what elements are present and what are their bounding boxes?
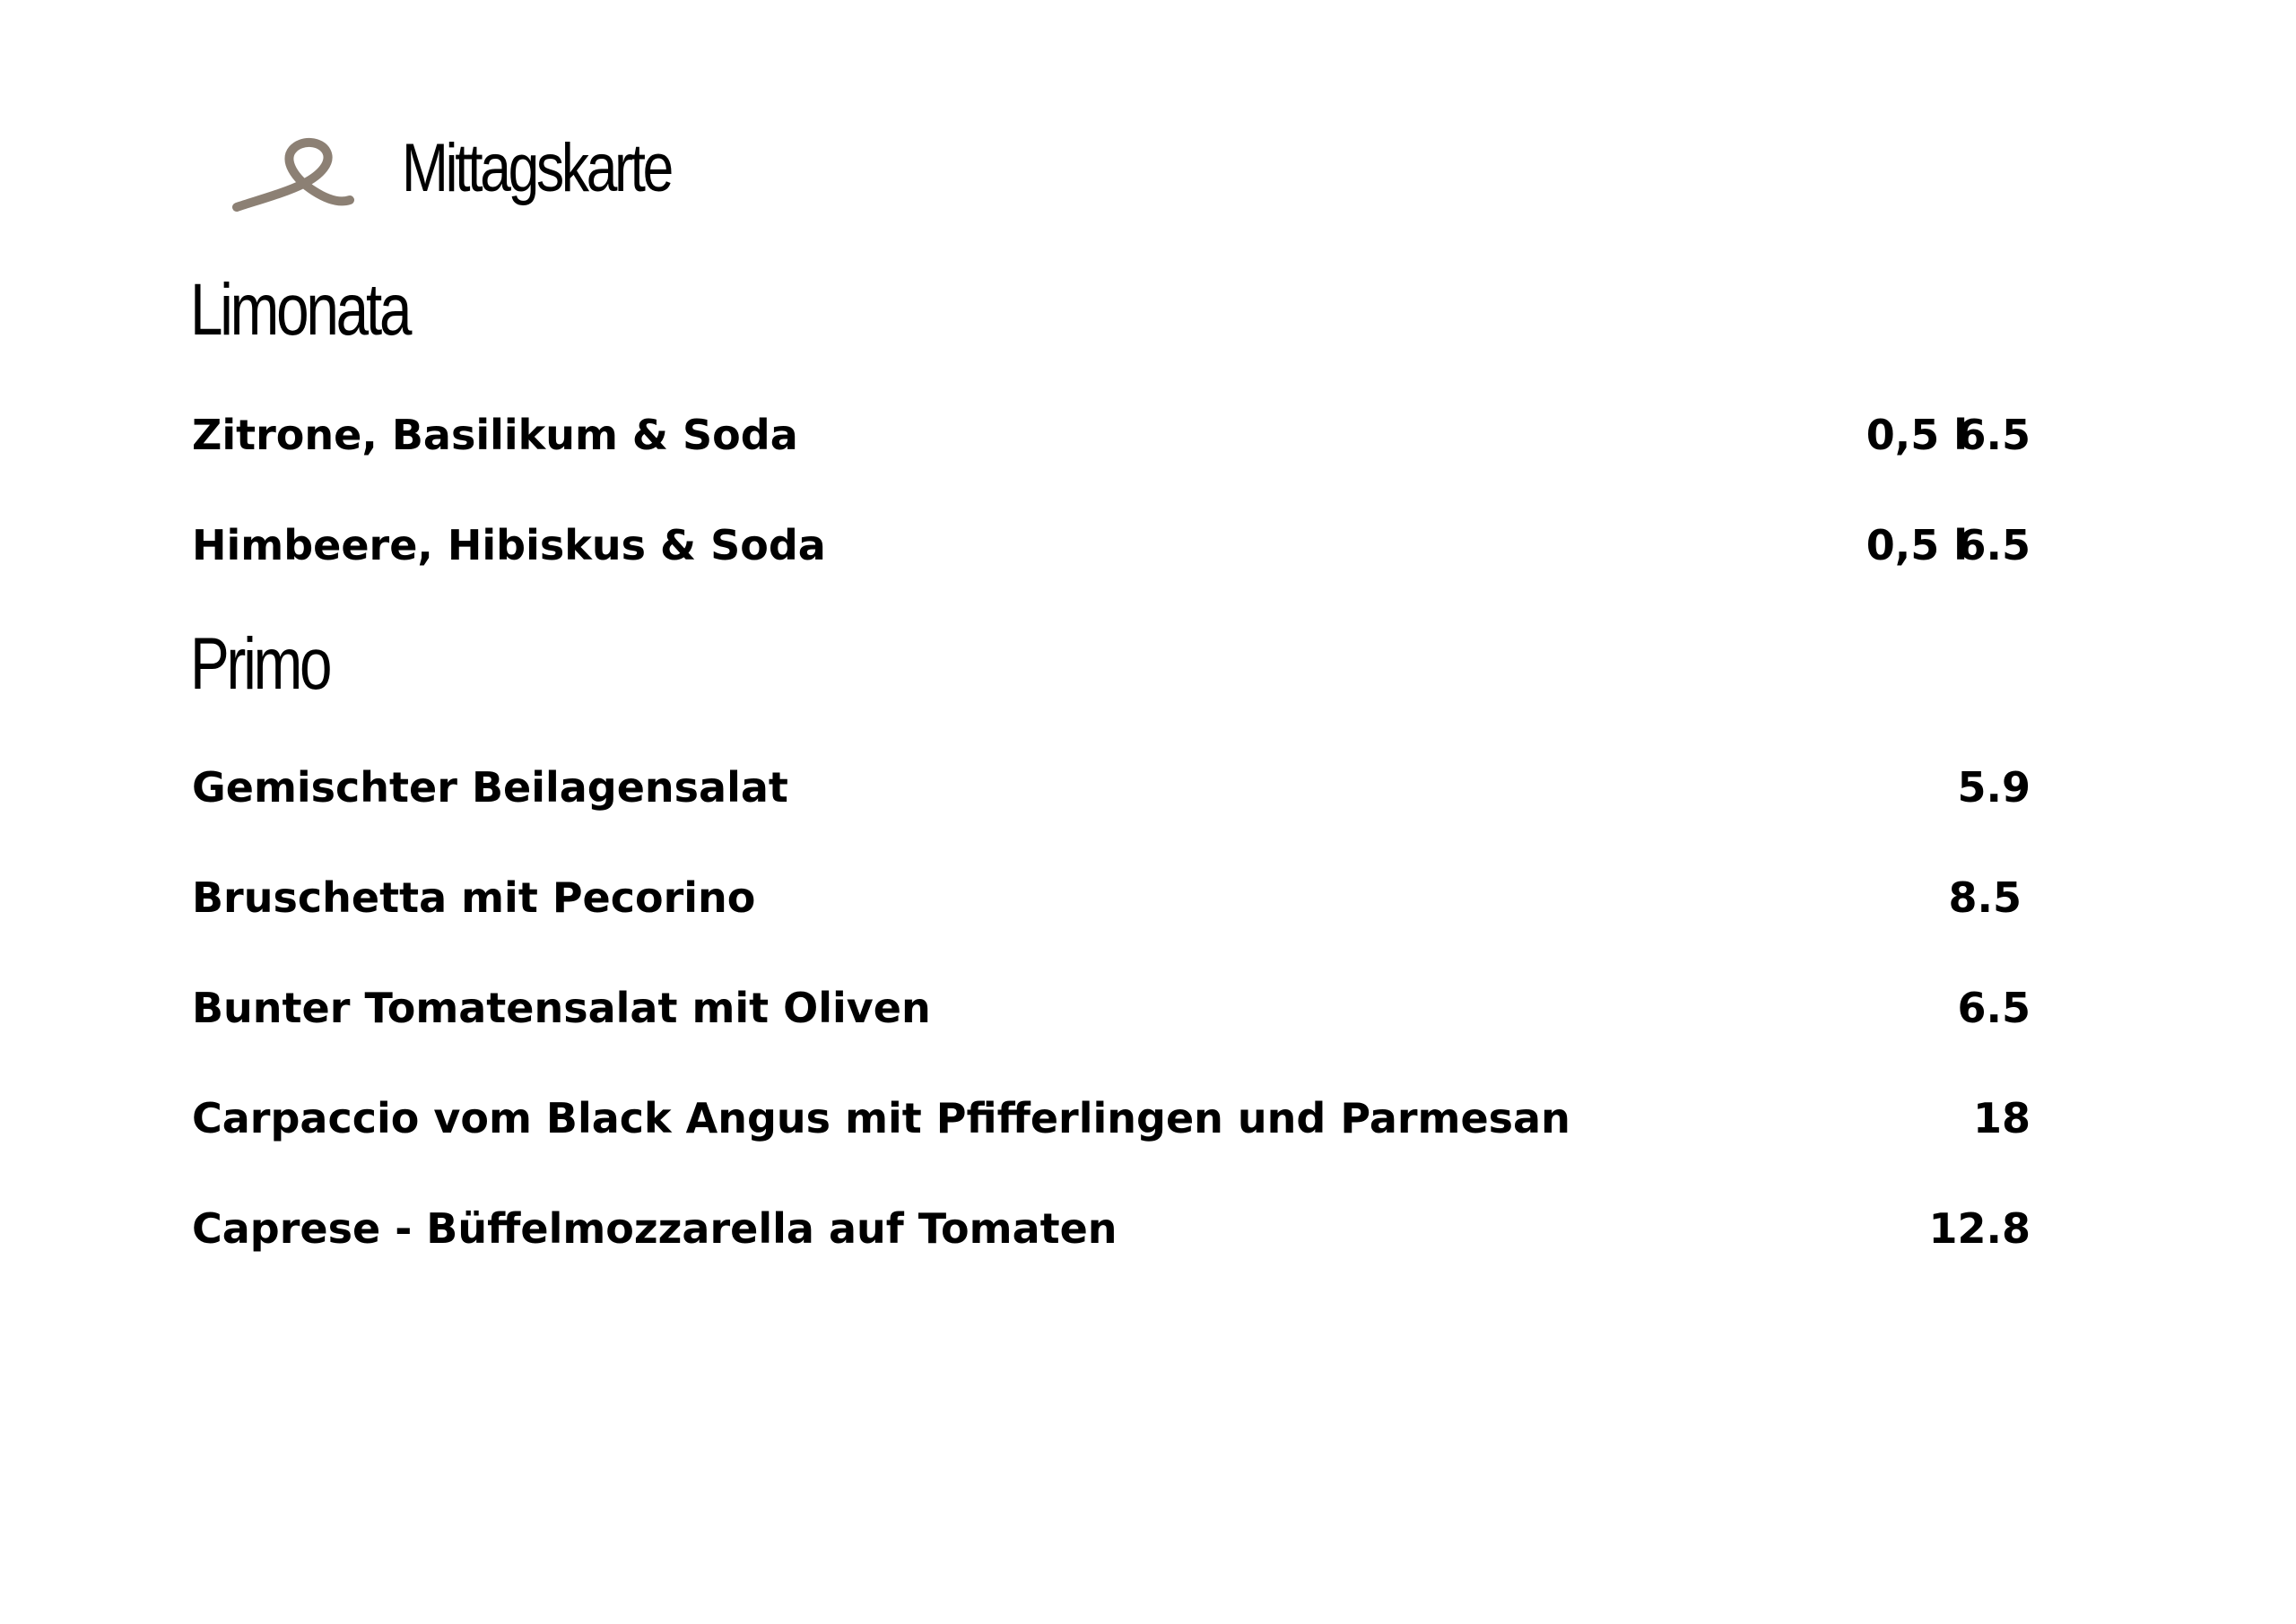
menu-item xyxy=(192,871,2031,925)
item-price: 6.5 xyxy=(1957,411,2031,459)
item-price: 18 xyxy=(1972,1094,2031,1142)
menu-item xyxy=(192,760,2031,814)
item-volume: 0,5 l xyxy=(1866,411,1968,459)
menu-item xyxy=(192,1202,2031,1255)
ribbon-logo-icon xyxy=(231,130,355,220)
item-name: Bunter Tomatensalat mit Oliven xyxy=(192,984,931,1032)
item-price: 6.5 xyxy=(1957,521,2031,569)
item-name: Gemischter Beilagensalat xyxy=(192,763,788,812)
menu-item xyxy=(192,518,2031,572)
item-volume: 0,5 l xyxy=(1866,521,1968,569)
menu-item xyxy=(192,1091,2031,1145)
item-price: 12.8 xyxy=(1928,1204,2031,1253)
page-title: Mittagskarte xyxy=(402,130,672,206)
item-name: Bruschetta mit Pecorino xyxy=(192,873,756,922)
item-name: Caprese - Büffelmozzarella auf Tomaten xyxy=(192,1204,1118,1253)
item-name: Zitrone, Basilikum & Soda xyxy=(192,411,798,459)
item-price: 5.9 xyxy=(1957,763,2031,812)
item-name: Carpaccio vom Black Angus mit Pfifferlingen und Parmesan xyxy=(192,1094,1570,1142)
menu-item xyxy=(192,981,2031,1035)
item-price: 8.5 xyxy=(1948,873,2022,922)
page-header xyxy=(231,117,355,233)
section-title-primo: Primo xyxy=(190,623,330,705)
menu-item xyxy=(192,408,2031,462)
item-name: Himbeere, Hibiskus & Soda xyxy=(192,521,826,569)
section-title-limonata: Limonata xyxy=(190,269,410,351)
item-price: 6.5 xyxy=(1957,984,2031,1032)
